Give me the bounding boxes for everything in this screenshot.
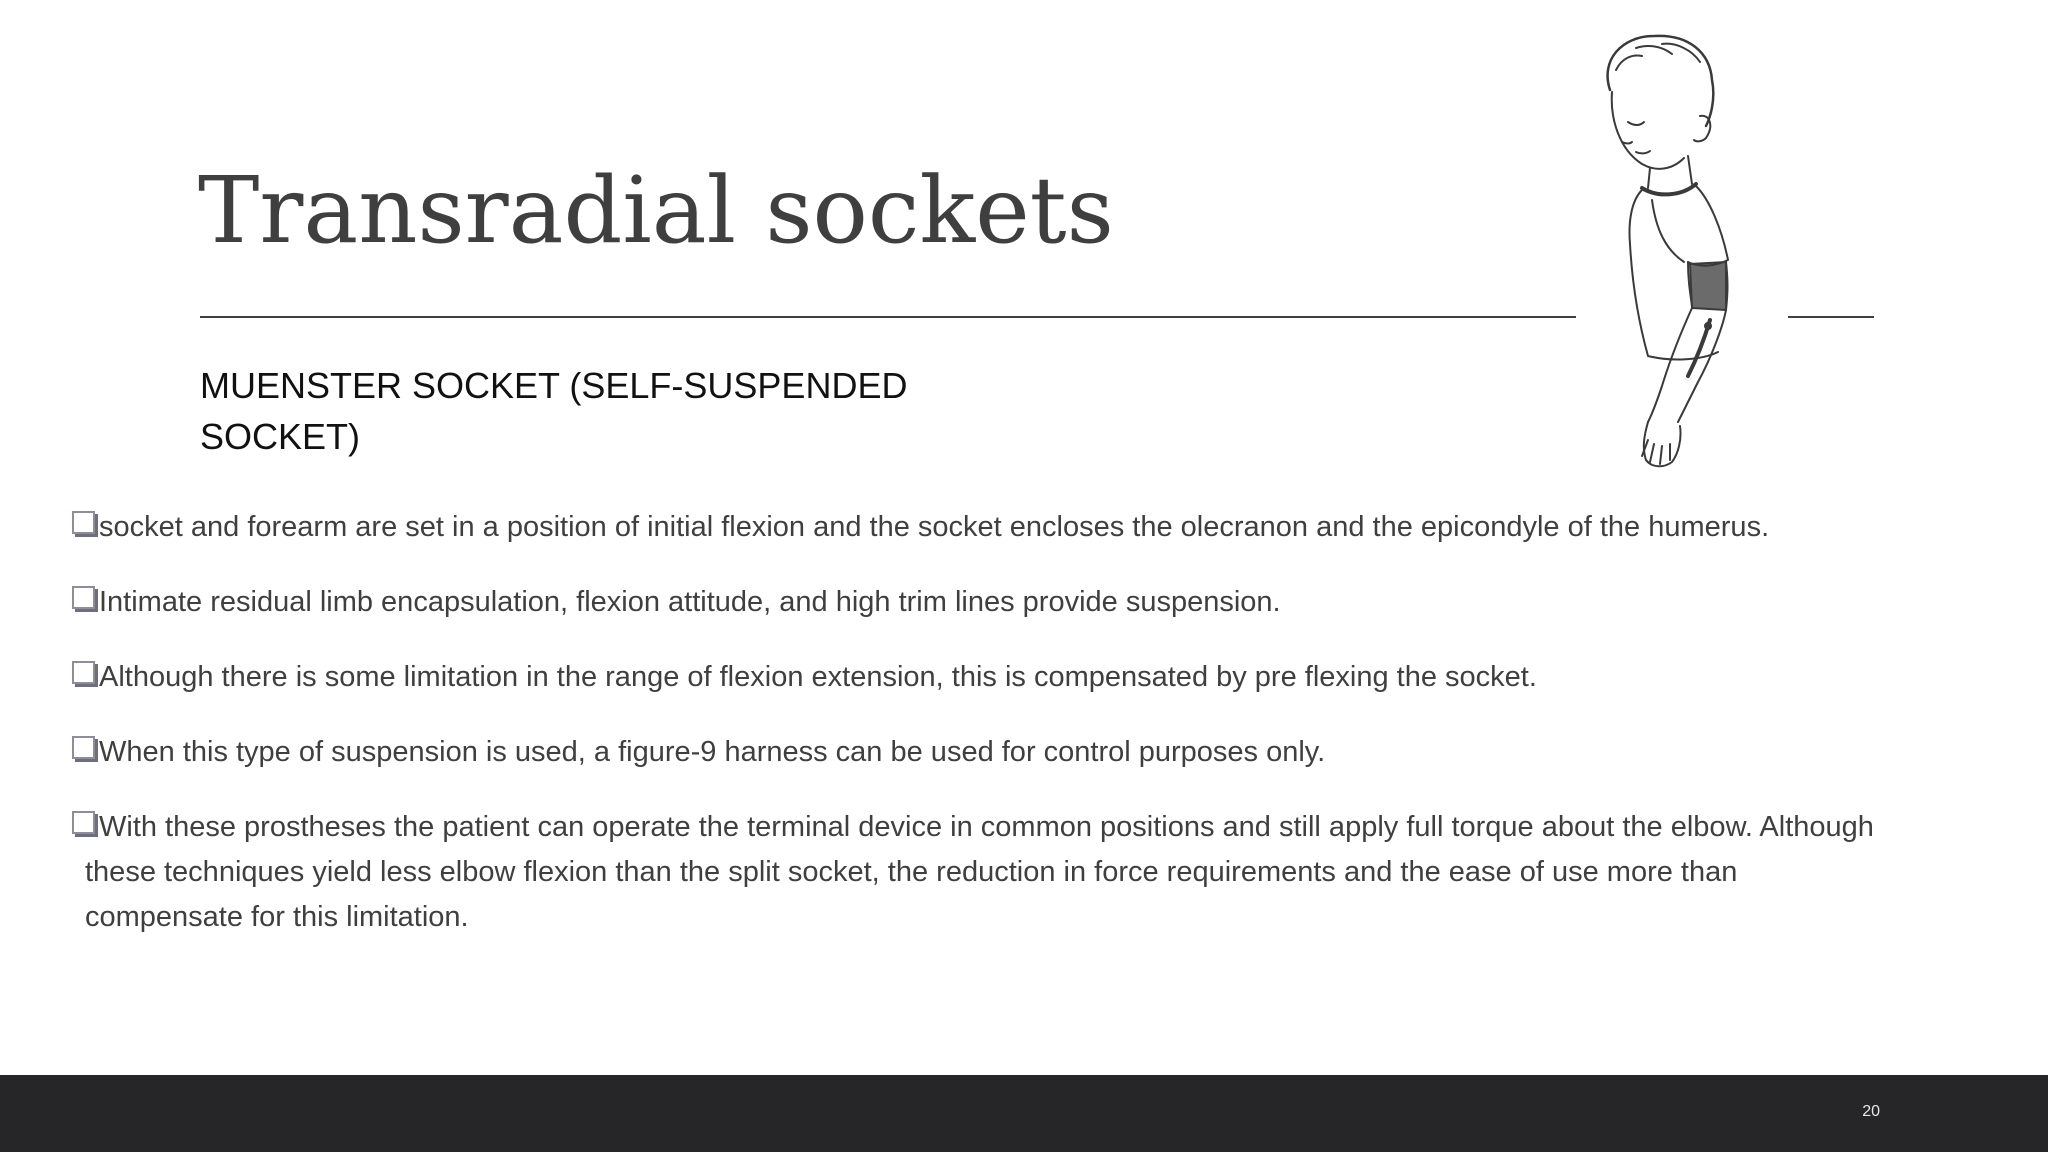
- title-divider-tail: [1788, 316, 1874, 318]
- checkbox-square-icon: [72, 811, 95, 834]
- bullet-item: [70, 505, 1890, 550]
- slide-title: Transradial sockets: [198, 157, 1114, 264]
- bullet-text: socket and forearm are set in a position of initial flexion and the socket encloses the olecranon and the epicondyle of the humerus.: [99, 511, 1770, 543]
- bullet-item: [70, 805, 1890, 940]
- bullet-text: Although there is some limitation in the range of flexion extension, this is compensated by pre flexing the socket.: [99, 661, 1537, 693]
- bullet-item: [70, 580, 1890, 625]
- child-with-prosthesis-illustration: [1592, 30, 1782, 490]
- bullet-text: When this type of suspension is used, a figure-9 harness can be used for control purposes only.: [99, 736, 1326, 768]
- slide-subtitle: MUENSTER SOCKET (SELF-SUSPENDED SOCKET): [200, 365, 908, 457]
- checkbox-square-icon: [72, 661, 95, 684]
- bullet-list: [70, 505, 1890, 970]
- bullet-item: [70, 655, 1890, 700]
- bullet-item: [70, 730, 1890, 775]
- page-number: 20: [1862, 1103, 1880, 1120]
- title-divider: [200, 316, 1576, 318]
- checkbox-square-icon: [72, 586, 95, 609]
- footer-bar: [0, 1075, 2048, 1152]
- bullet-text: Intimate residual limb encapsulation, flexion attitude, and high trim lines provide suspension.: [99, 586, 1281, 618]
- checkbox-square-icon: [72, 736, 95, 759]
- bullet-text: With these prostheses the patient can operate the terminal device in common positions and still apply full torque about the elbow. Although these techniques yield less elbow flexion than the split socket, the reduction in force requirements and the ease of use more than compensate for this limitation.: [85, 811, 1874, 933]
- checkbox-square-icon: [72, 511, 95, 534]
